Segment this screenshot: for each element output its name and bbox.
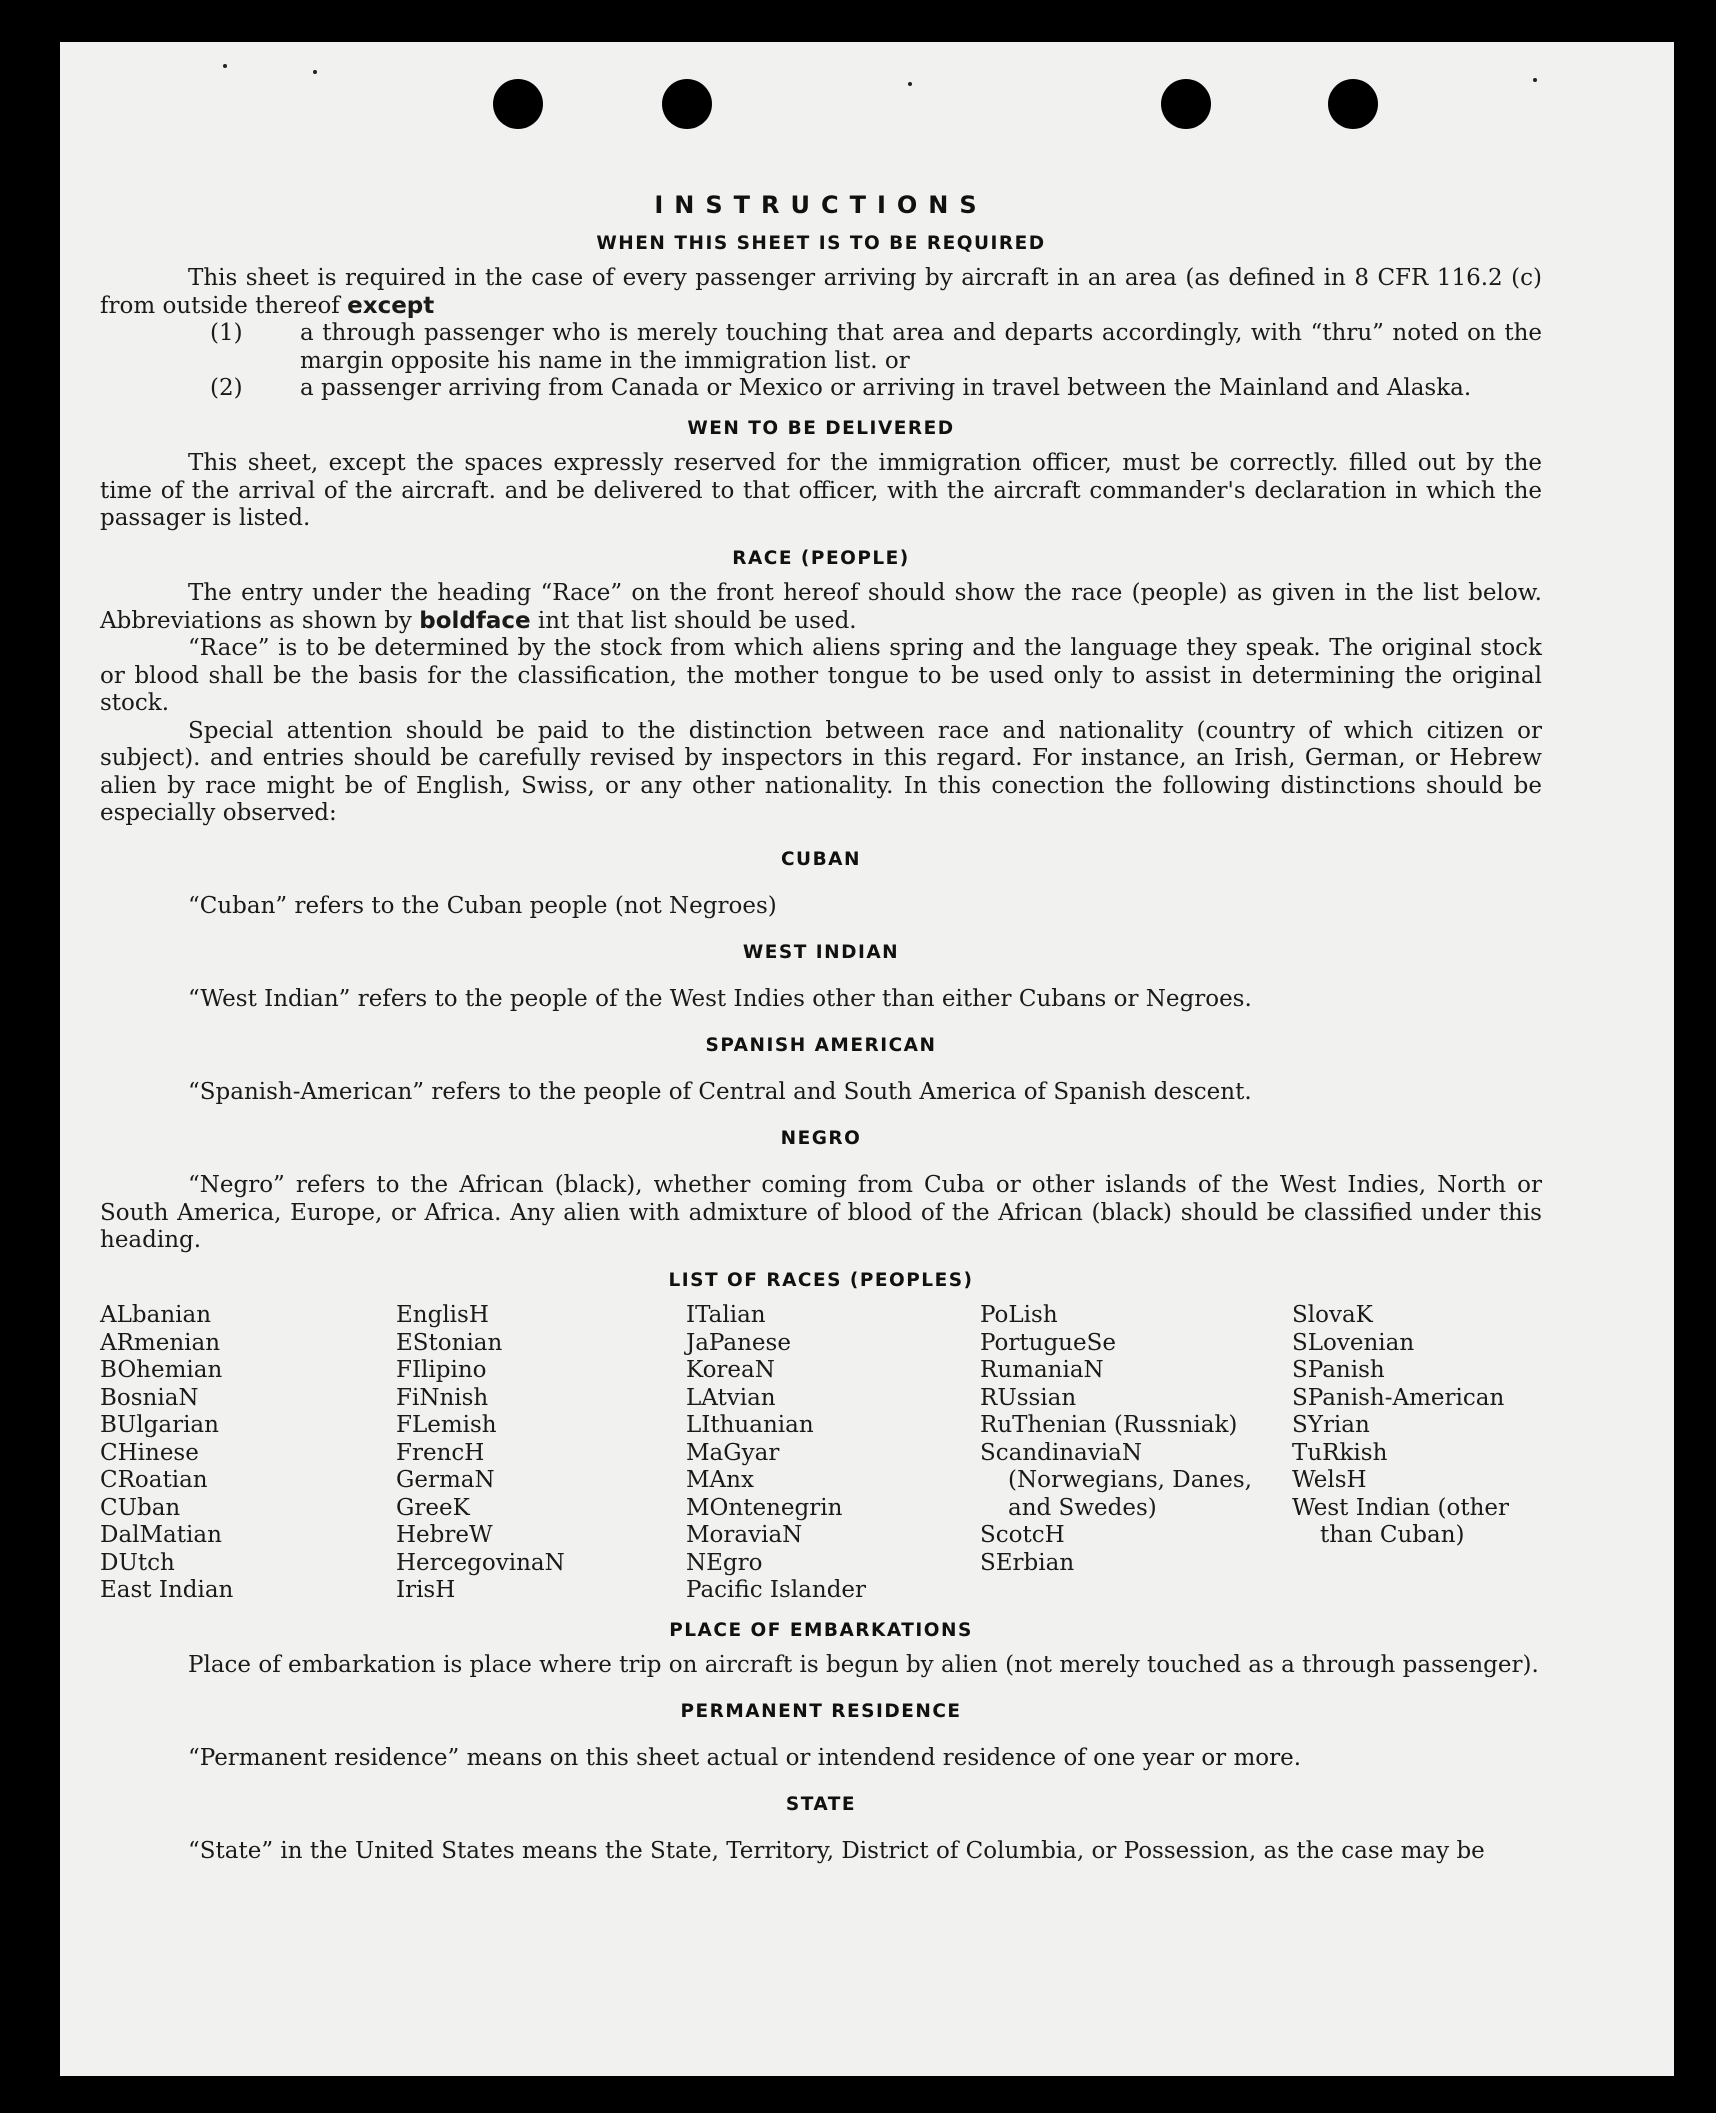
race-entry: SPanish [1292,1357,1385,1383]
race-entry: KoreaN [686,1357,775,1383]
races-column-1 [100,1302,396,1605]
race-entry: SLovenian [1292,1329,1415,1356]
heading-cuban: CUBAN [780,848,861,870]
race-entry: RUssian [980,1384,1077,1411]
race-paragraph-3: Special attention should be paid to the distinction between race and nationality (country of which citizen or subject). and entries should be carefully revised by inspectors in this regard. For instance, an Irish, German, or Hebrew alien by race might be of English, Swiss, or any other nationality. In this conection the following distinctions should be especially observed: [100,717,1542,826]
instructions-content [100,192,1542,1866]
race-entry: SYrian [1292,1412,1370,1438]
race-entry: BOhemian [100,1357,223,1383]
race-entry: LIthuanian [686,1412,814,1438]
race-entry: HebreW [396,1522,493,1548]
races-column-2 [396,1302,686,1605]
heading-permanent-residence: PERMANENT RESIDENCE [680,1700,962,1722]
race-entry: RuThenian (Russniak) [980,1412,1238,1438]
race-entry: DUtch [100,1549,175,1576]
document-page [60,42,1674,2076]
dust-speck [908,82,912,86]
when-required-intro: This sheet is required in the case of every passenger arriving by aircraft in an area (as defined in 8 CFR 116.2 (c) from outside thereof except [100,265,1542,319]
race-entry: CUban [100,1494,181,1521]
race-entry: MaGyar [686,1439,780,1466]
race-entry: NEgro [686,1549,763,1576]
heading-when-delivered: WEN TO BE DELIVERED [687,417,955,439]
exception-item-1 [100,320,1542,375]
heading-embarkation: PLACE OF EMBARKATIONS [669,1619,973,1641]
race-entry: BosniaN [100,1384,199,1411]
race-entry: SPanish-American [1292,1384,1505,1411]
heading-west-indian: WEST INDIAN [742,941,900,963]
race-entry: DalMatian [100,1522,222,1548]
exception-text: a passenger arriving from Canada or Mexico or arriving in travel between the Mainland and Alaska. [300,375,1472,401]
race-entry: WelsH [1292,1467,1367,1493]
race-entry: IrisH [396,1577,456,1603]
exception-text: a through passenger who is merely touching that area and departs accordingly, with “thru” noted on the margin opposite his name in the immigration list. or [300,320,1542,374]
race-entry: SlovaK [1292,1302,1373,1328]
race-entry: PortugueSe [980,1329,1116,1356]
exception-number: (1) [210,320,243,346]
state-paragraph: “State” in the United States means the State, Territory, District of Columbia, or Possession, as the case may be [188,1838,1485,1864]
race-entry: FLemish [396,1412,497,1438]
cuban-paragraph: “Cuban” refers to the Cuban people (not Negroes) [188,893,777,919]
race-entry: HercegovinaN [396,1549,565,1576]
punch-hole [1328,79,1378,129]
race-paragraph-2: “Race” is to be determined by the stock from which aliens spring and the language they speak. The original stock or blood shall be the basis for the classification, the mother tongue to be used only to assist in determining the original stock. [100,635,1542,716]
race-entry: PoLish [980,1302,1058,1328]
heading-list-of-races: LIST OF RACES (PEOPLES) [668,1269,974,1291]
race-entry: ScandinaviaN (Norwegians, Danes, and Swedes) [980,1439,1252,1521]
races-column-4 [980,1302,1292,1605]
race-entry: GreeK [396,1494,470,1521]
race-entry: RumaniaN [980,1357,1104,1383]
race-entry: EnglisH [396,1302,489,1328]
race-entry: MAnx [686,1467,754,1493]
race-entry: BUlgarian [100,1412,219,1438]
race-entry: ARmenian [100,1329,221,1356]
punch-hole [493,79,543,129]
race-entry: FiNnish [396,1384,489,1411]
boldface-bold-text: boldface [419,607,531,634]
heading-when-required: WHEN THIS SHEET IS TO BE REQUIRED [596,232,1046,254]
races-column-5 [1292,1302,1542,1605]
dust-speck [1533,78,1537,82]
race-entry: JaPanese [686,1329,791,1356]
embarkation-paragraph: Place of embarkation is place where trip on aircraft is begun by alien (not merely touched as a through passenger). [188,1652,1539,1678]
spanish-american-paragraph: “Spanish-American” refers to the people of Central and South America of Spanish descent. [188,1079,1252,1105]
heading-spanish-american: SPANISH AMERICAN [705,1034,937,1056]
delivered-paragraph: This sheet, except the spaces expressly reserved for the immigration officer, must be correctly. filled out by the time of the arrival of the aircraft. and be delivered to that officer, with the aircraft commander's declaration in which the passager is listed. [100,450,1542,531]
race-entry: CRoatian [100,1467,208,1493]
race-paragraph-1: The entry under the heading “Race” on the front hereof should show the race (people) as given in the list below. Abbreviations as shown by boldface int that list should be used. [100,580,1542,634]
race-entry: MOntenegrin [686,1494,843,1521]
race-entry: SErbian [980,1549,1075,1576]
page-title: INSTRUCTIONS [654,191,988,219]
races-column-3 [686,1302,980,1605]
punch-hole [662,79,712,129]
races-list [100,1302,1542,1605]
race-entry: West Indian (other than Cuban) [1292,1494,1510,1548]
race-entry: ITalian [686,1302,766,1328]
race-entry: CHinese [100,1439,199,1466]
heading-state: STATE [785,1793,857,1815]
negro-paragraph: “Negro” refers to the African (black), whether coming from Cuba or other islands of the West Indies, North or South America, Europe, or Africa. Any alien with admixture of blood of the African (black) should be classified under this heading. [100,1172,1542,1253]
except-bold-text: except [347,292,435,319]
exception-number: (2) [210,375,243,401]
race-entry: ALbanian [100,1302,212,1328]
race-entry: GermaN [396,1467,495,1493]
heading-race: RACE (PEOPLE) [732,547,910,569]
race-entry: ScotcH [980,1522,1065,1548]
punch-hole [1161,79,1211,129]
west-indian-paragraph: “West Indian” refers to the people of the West Indies other than either Cubans or Negroes. [188,986,1252,1012]
race-entry: TuRkish [1292,1439,1388,1466]
race-entry: MoraviaN [686,1522,803,1548]
race-entry: EStonian [396,1329,503,1356]
race-entry: East Indian [100,1577,234,1603]
race-entry: LAtvian [686,1384,776,1411]
race-entry: FIlipino [396,1357,487,1383]
exception-item-2 [100,375,1542,403]
dust-speck [223,64,227,68]
race-entry: FrencH [396,1439,485,1466]
race-entry: Pacific Islander [686,1577,867,1603]
dust-speck [313,70,317,74]
heading-negro: NEGRO [780,1127,862,1149]
residence-paragraph: “Permanent residence” means on this sheet actual or intendend residence of one year or more. [188,1745,1302,1771]
